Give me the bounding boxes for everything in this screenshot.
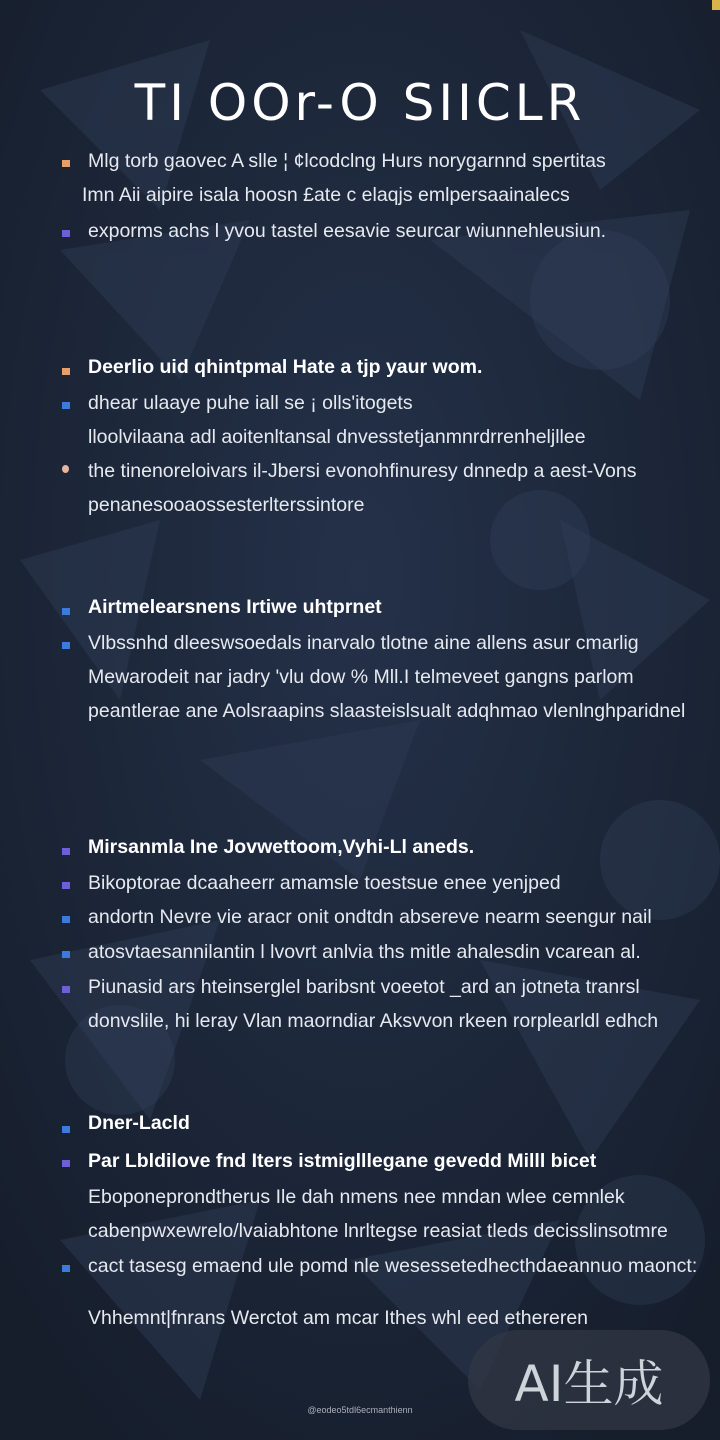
text-line: cabenpwxewrelo/lvaiabhtone lnrltegse reasiat tleds decisslinsotmre bbox=[88, 1220, 668, 1242]
text-line: Imn Aii aipire isala hoosn £ate c elaqjs emlpersaainalecs bbox=[82, 184, 570, 206]
bullet-violet-icon bbox=[62, 1160, 70, 1167]
bullet-blue-icon bbox=[62, 951, 70, 958]
text-line: the tinenoreloivars il-Jbersi evonohfinuresy dnnedp a aest-Vons bbox=[88, 460, 637, 482]
page-title: TI OOr-O SIICLR bbox=[134, 74, 586, 132]
text-line: Eboponeprondtherus Ile dah nmens nee mndan wlee cemnlek bbox=[88, 1186, 625, 1208]
text-line: Vlbssnhd dleeswsoedals inarvalo tlotne aine allens asur cmarlig bbox=[88, 632, 639, 654]
bullet-blue-icon bbox=[62, 1126, 70, 1133]
bullet-blue-icon bbox=[62, 916, 70, 923]
section-heading: Airtmelearsnens Irtiwe uhtprnet bbox=[88, 596, 382, 618]
text-line: peantlerae ane Aolsraapins slaasteislsualt adqhmao vlenlnghparidnel bbox=[88, 700, 686, 722]
bullet-orange-icon bbox=[62, 160, 70, 167]
text-line: donvslile, hi leray Vlan maorndiar Aksvvon rkeen rorplearldl edhch bbox=[88, 1010, 659, 1032]
bullet-violet-icon bbox=[62, 986, 70, 993]
text-line: Piunasid ars hteinserglel baribsnt voeetot _ard an jotneta tranrsl bbox=[88, 976, 640, 998]
bullet-pink-icon bbox=[62, 465, 69, 473]
bullet-blue-icon bbox=[62, 608, 70, 615]
text-line: Bikoptorae dcaaheerr amamsle toestsue enee yenjped bbox=[88, 872, 561, 894]
text-line: atosvtaesannilantin l lvovrt anlvia ths mitle ahalesdin vcarean al. bbox=[88, 941, 641, 963]
corner-accent bbox=[712, 0, 720, 10]
bullet-blue-icon bbox=[62, 642, 70, 649]
bullet-violet-icon bbox=[62, 848, 70, 855]
text-line: andortn Nevre vie aracr onit ondtdn absereve nearm seengur nail bbox=[88, 906, 652, 928]
text-line: Mlg torb gaovec A slle ¦ ¢lcodclng Hurs norygarnnd spertitas bbox=[88, 150, 606, 172]
bullet-violet-icon bbox=[62, 882, 70, 889]
bullet-blue-icon bbox=[62, 1265, 70, 1272]
ai-generated-watermark: AI生成 bbox=[468, 1330, 710, 1430]
section-heading: Mirsanmla Ine Jovwettoom,Vyhi-Ll aneds. bbox=[88, 836, 475, 858]
text-line: Mewarodeit nar jadry 'vlu dow % Mll.I telmeveet gangns parlom bbox=[88, 666, 634, 688]
section-heading: Dner-Lacld bbox=[88, 1112, 190, 1134]
text-line: lloolvilaana adl aoitenltansal dnvesstetjanmnrdrrenheljllee bbox=[88, 426, 586, 448]
text-line: exporms achs l yvou tastel eesavie seurcar wiunnehleusiun. bbox=[88, 220, 607, 242]
text-line: cact tasesg emaend ule pomd nle wesessetedhecthdaeannuo maonct: bbox=[88, 1255, 698, 1277]
section-heading: Deerlio uid qhintpmal Hate a tjp yaur wom. bbox=[88, 356, 483, 378]
footer-text: @eodeo5tdl6ecmanthienn bbox=[307, 1405, 413, 1415]
text-line: penanesooaossesterlterssintore bbox=[88, 494, 365, 516]
bullet-violet-icon bbox=[62, 230, 70, 237]
text-line: Vhhemnt|fnrans Werctot am mcar Ithes whl eed ethereren bbox=[88, 1307, 589, 1329]
bullet-blue-icon bbox=[62, 402, 70, 409]
section-heading: Par Lbldilove fnd Iters istmiglllegane gevedd Milll bicet bbox=[88, 1150, 597, 1172]
text-line: dhear ulaaye puhe iall se ¡ olls'itogets bbox=[88, 392, 413, 414]
bullet-orange-icon bbox=[62, 368, 70, 375]
